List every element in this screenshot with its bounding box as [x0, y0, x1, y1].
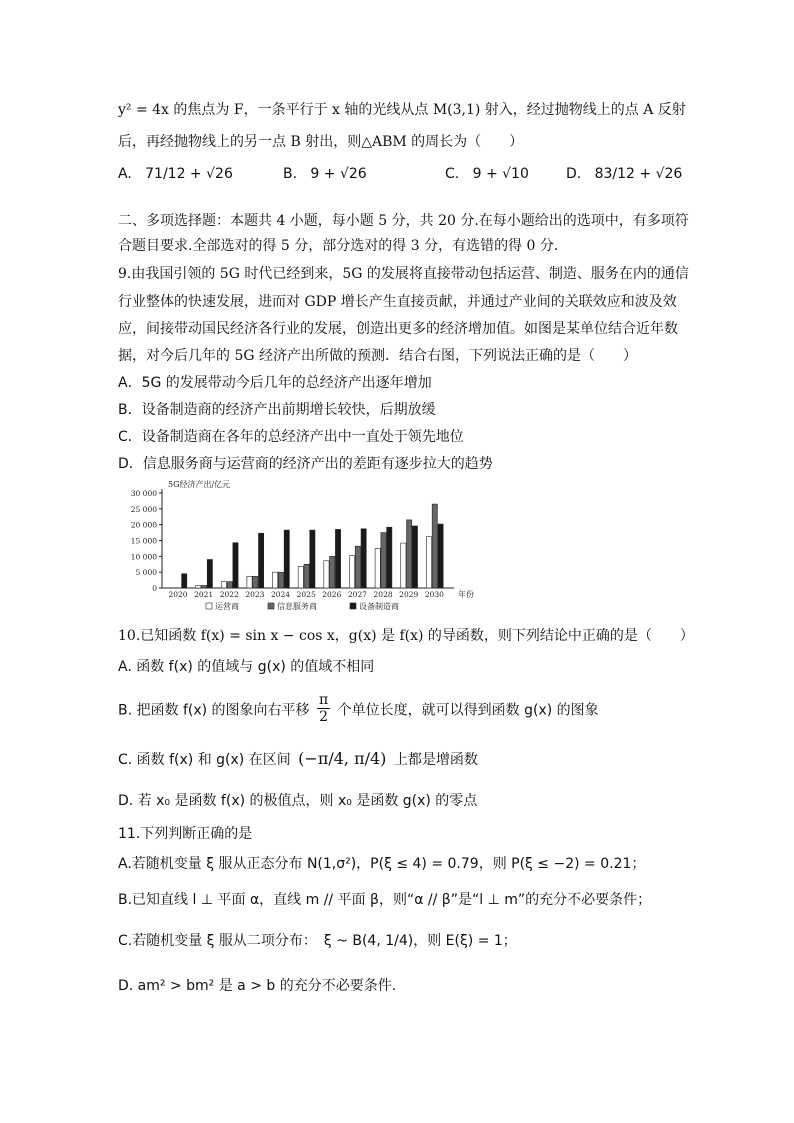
bar-设备制造商	[259, 533, 264, 588]
bar-设备制造商	[387, 527, 392, 588]
x-tick-label: 2030	[424, 590, 444, 599]
y-tick-label: 20 000	[130, 520, 157, 530]
bar-运营商	[401, 543, 406, 588]
y-tick-label: 30 000	[130, 489, 157, 498]
bar-运营商	[349, 556, 354, 588]
q11-stem: 11.下列判断正确的是	[118, 826, 253, 842]
q8-option-c	[445, 166, 529, 182]
bar-设备制造商	[412, 526, 417, 588]
option-label: D.	[566, 166, 582, 182]
bar-chart	[118, 477, 480, 615]
bar-信息服务商	[355, 546, 360, 588]
bar-信息服务商	[432, 504, 437, 588]
q10-stem: 10.已知函数 f(x) = sin x − cos x，g(x) 是 f(x) 的导函数，则下列结论中正确的是（ ）	[118, 628, 694, 644]
x-tick-label: 2029	[399, 590, 419, 599]
y-tick-label: 15 000	[130, 536, 157, 546]
q10-option-c	[118, 749, 478, 769]
q8-stem-line2: 后，再经抛物线上的另一点 B 射出，则△ABM 的周长为（ ）	[118, 134, 524, 150]
bar-设备制造商	[207, 560, 212, 589]
bar-设备制造商	[182, 574, 187, 588]
bar-设备制造商	[335, 529, 340, 588]
q10-option-d: D. 若 x₀ 是函数 f(x) 的极值点，则 x₀ 是函数 g(x) 的零点	[118, 793, 478, 809]
q11-option-c: C.若随机变量 ξ 服从二项分布： ξ ~ B(4, 1/4)，则 E(ξ) = 1；	[118, 933, 517, 949]
bar-信息服务商	[227, 582, 232, 588]
interval-expression: (−π/4, π/4)	[298, 749, 387, 768]
option-label: C.	[445, 166, 460, 182]
x-axis-label: 年份	[458, 590, 474, 599]
option-c-prefix: C. 函数 f(x) 和 g(x) 在区间	[118, 752, 291, 768]
q10-option-b	[118, 694, 599, 727]
q9-option-c: C．设备制造商在各年的总经济产出中一直处于领先地位	[118, 429, 464, 445]
bar-运营商	[273, 572, 278, 588]
q11-option-a: A.若随机变量 ξ 服从正态分布 N(1,σ²)，P(ξ ≤ 4) = 0.79，则 P(ξ ≤ −2) = 0.21；	[118, 856, 646, 872]
x-tick-label: 2022	[219, 590, 239, 599]
x-tick-label: 2023	[245, 590, 265, 599]
fraction-numerator: π	[319, 692, 329, 708]
bar-运营商	[221, 582, 226, 588]
legend-label: 信息服务商	[277, 602, 317, 611]
x-tick-label: 2028	[373, 590, 393, 599]
bar-运营商	[426, 537, 431, 588]
y-tick-label: 0	[152, 584, 157, 593]
bar-信息服务商	[201, 585, 206, 588]
legend-label: 设备制造商	[359, 602, 399, 611]
fraction-denominator: 2	[319, 709, 329, 725]
bar-设备制造商	[233, 543, 238, 588]
bar-运营商	[375, 548, 380, 588]
option-label: B.	[283, 166, 298, 182]
q8-option-a	[118, 166, 233, 182]
option-text: 71/12 + √26	[145, 166, 233, 182]
option-text: 9 + √26	[310, 166, 367, 182]
x-tick-label: 2024	[270, 590, 291, 599]
legend-label: 运营商	[215, 602, 239, 611]
bar-运营商	[324, 561, 329, 588]
bar-设备制造商	[361, 529, 366, 588]
y-tick-label: 10 000	[130, 552, 157, 562]
option-b-prefix: B. 把函数 f(x) 的图象向右平移	[118, 702, 310, 719]
bar-运营商	[196, 585, 201, 588]
y-axis-label: 5G经济产出/亿元	[168, 480, 231, 489]
economic-output-chart	[118, 477, 480, 615]
bar-运营商	[247, 576, 252, 588]
bar-信息服务商	[407, 520, 412, 588]
y-tick-label: 5 000	[135, 568, 157, 578]
bar-信息服务商	[381, 533, 386, 588]
q9-stem-line1: 9.由我国引领的 5G 时代已经到来，5G 的发展将直接带动包括运营、制造、服务在内的通信	[118, 266, 689, 282]
q8-stem-line1: y² = 4x 的焦点为 F，一条平行于 x 轴的光线从点 M(3,1) 射入，经过抛物线上的点 A 反射	[118, 102, 686, 118]
section2-heading-line2: 合题目要求.全部选对的得 5 分，部分选对的得 3 分，有选错的得 0 分.	[118, 238, 559, 254]
bar-设备制造商	[438, 524, 443, 588]
bar-设备制造商	[310, 530, 315, 588]
option-label: A.	[118, 166, 132, 182]
q8-option-b	[283, 166, 367, 182]
q8-option-d	[566, 166, 682, 182]
x-tick-label: 2027	[347, 590, 368, 599]
pi-over-2-fraction	[317, 692, 330, 725]
bar-信息服务商	[304, 564, 309, 588]
bar-信息服务商	[330, 556, 335, 588]
q11-option-d: D. am² > bm² 是 a > b 的充分不必要条件.	[118, 978, 397, 994]
legend-swatch	[206, 603, 212, 609]
section2-heading-line1: 二、多项选择题：本题共 4 小题，每小题 5 分，共 20 分.在每小题给出的选项中，有多项符	[118, 213, 689, 229]
q9-stem-line3: 应，间接带动国民经济各行业的发展，创造出更多的经济增加值。如图是某单位结合近年数	[118, 321, 678, 337]
x-tick-label: 2020	[168, 590, 188, 599]
q11-option-b: B.已知直线 l ⊥ 平面 α，直线 m // 平面 β，则“α // β”是“l ⊥ m”的充分不必要条件；	[118, 892, 652, 908]
bar-信息服务商	[278, 572, 283, 588]
bar-设备制造商	[284, 530, 289, 588]
q9-option-a: A．5G 的发展带动今后几年的总经济产出逐年增加	[118, 375, 432, 391]
x-tick-label: 2025	[296, 590, 316, 599]
x-tick-label: 2026	[322, 590, 342, 599]
y-tick-label: 25 000	[130, 504, 157, 514]
q9-stem-line4: 据，对今后几年的 5G 经济产出所做的预测．结合右图，下列说法正确的是（ ）	[118, 348, 637, 364]
q10-option-a: A. 函数 f(x) 的值域与 g(x) 的值域不相同	[118, 659, 375, 675]
x-tick-label: 2021	[194, 590, 214, 599]
option-c-suffix: 上都是增函数	[393, 752, 478, 768]
option-text: 83/12 + √26	[594, 166, 683, 182]
q9-option-d: D．信息服务商与运营商的经济产出的差距有逐步拉大的趋势	[118, 456, 493, 472]
bar-信息服务商	[253, 576, 258, 588]
legend-swatch	[268, 603, 274, 609]
legend-swatch	[350, 603, 356, 609]
option-text: 9 + √10	[472, 166, 529, 182]
option-b-suffix: 个单位长度，就可以得到函数 g(x) 的图象	[337, 702, 599, 719]
bar-运营商	[298, 566, 303, 588]
q9-option-b: B．设备制造商的经济产出前期增长较快，后期放缓	[118, 402, 436, 418]
q9-stem-line2: 行业整体的快速发展，进而对 GDP 增长产生直接贡献，并通过产业间的关联效应和波及效	[118, 294, 677, 310]
